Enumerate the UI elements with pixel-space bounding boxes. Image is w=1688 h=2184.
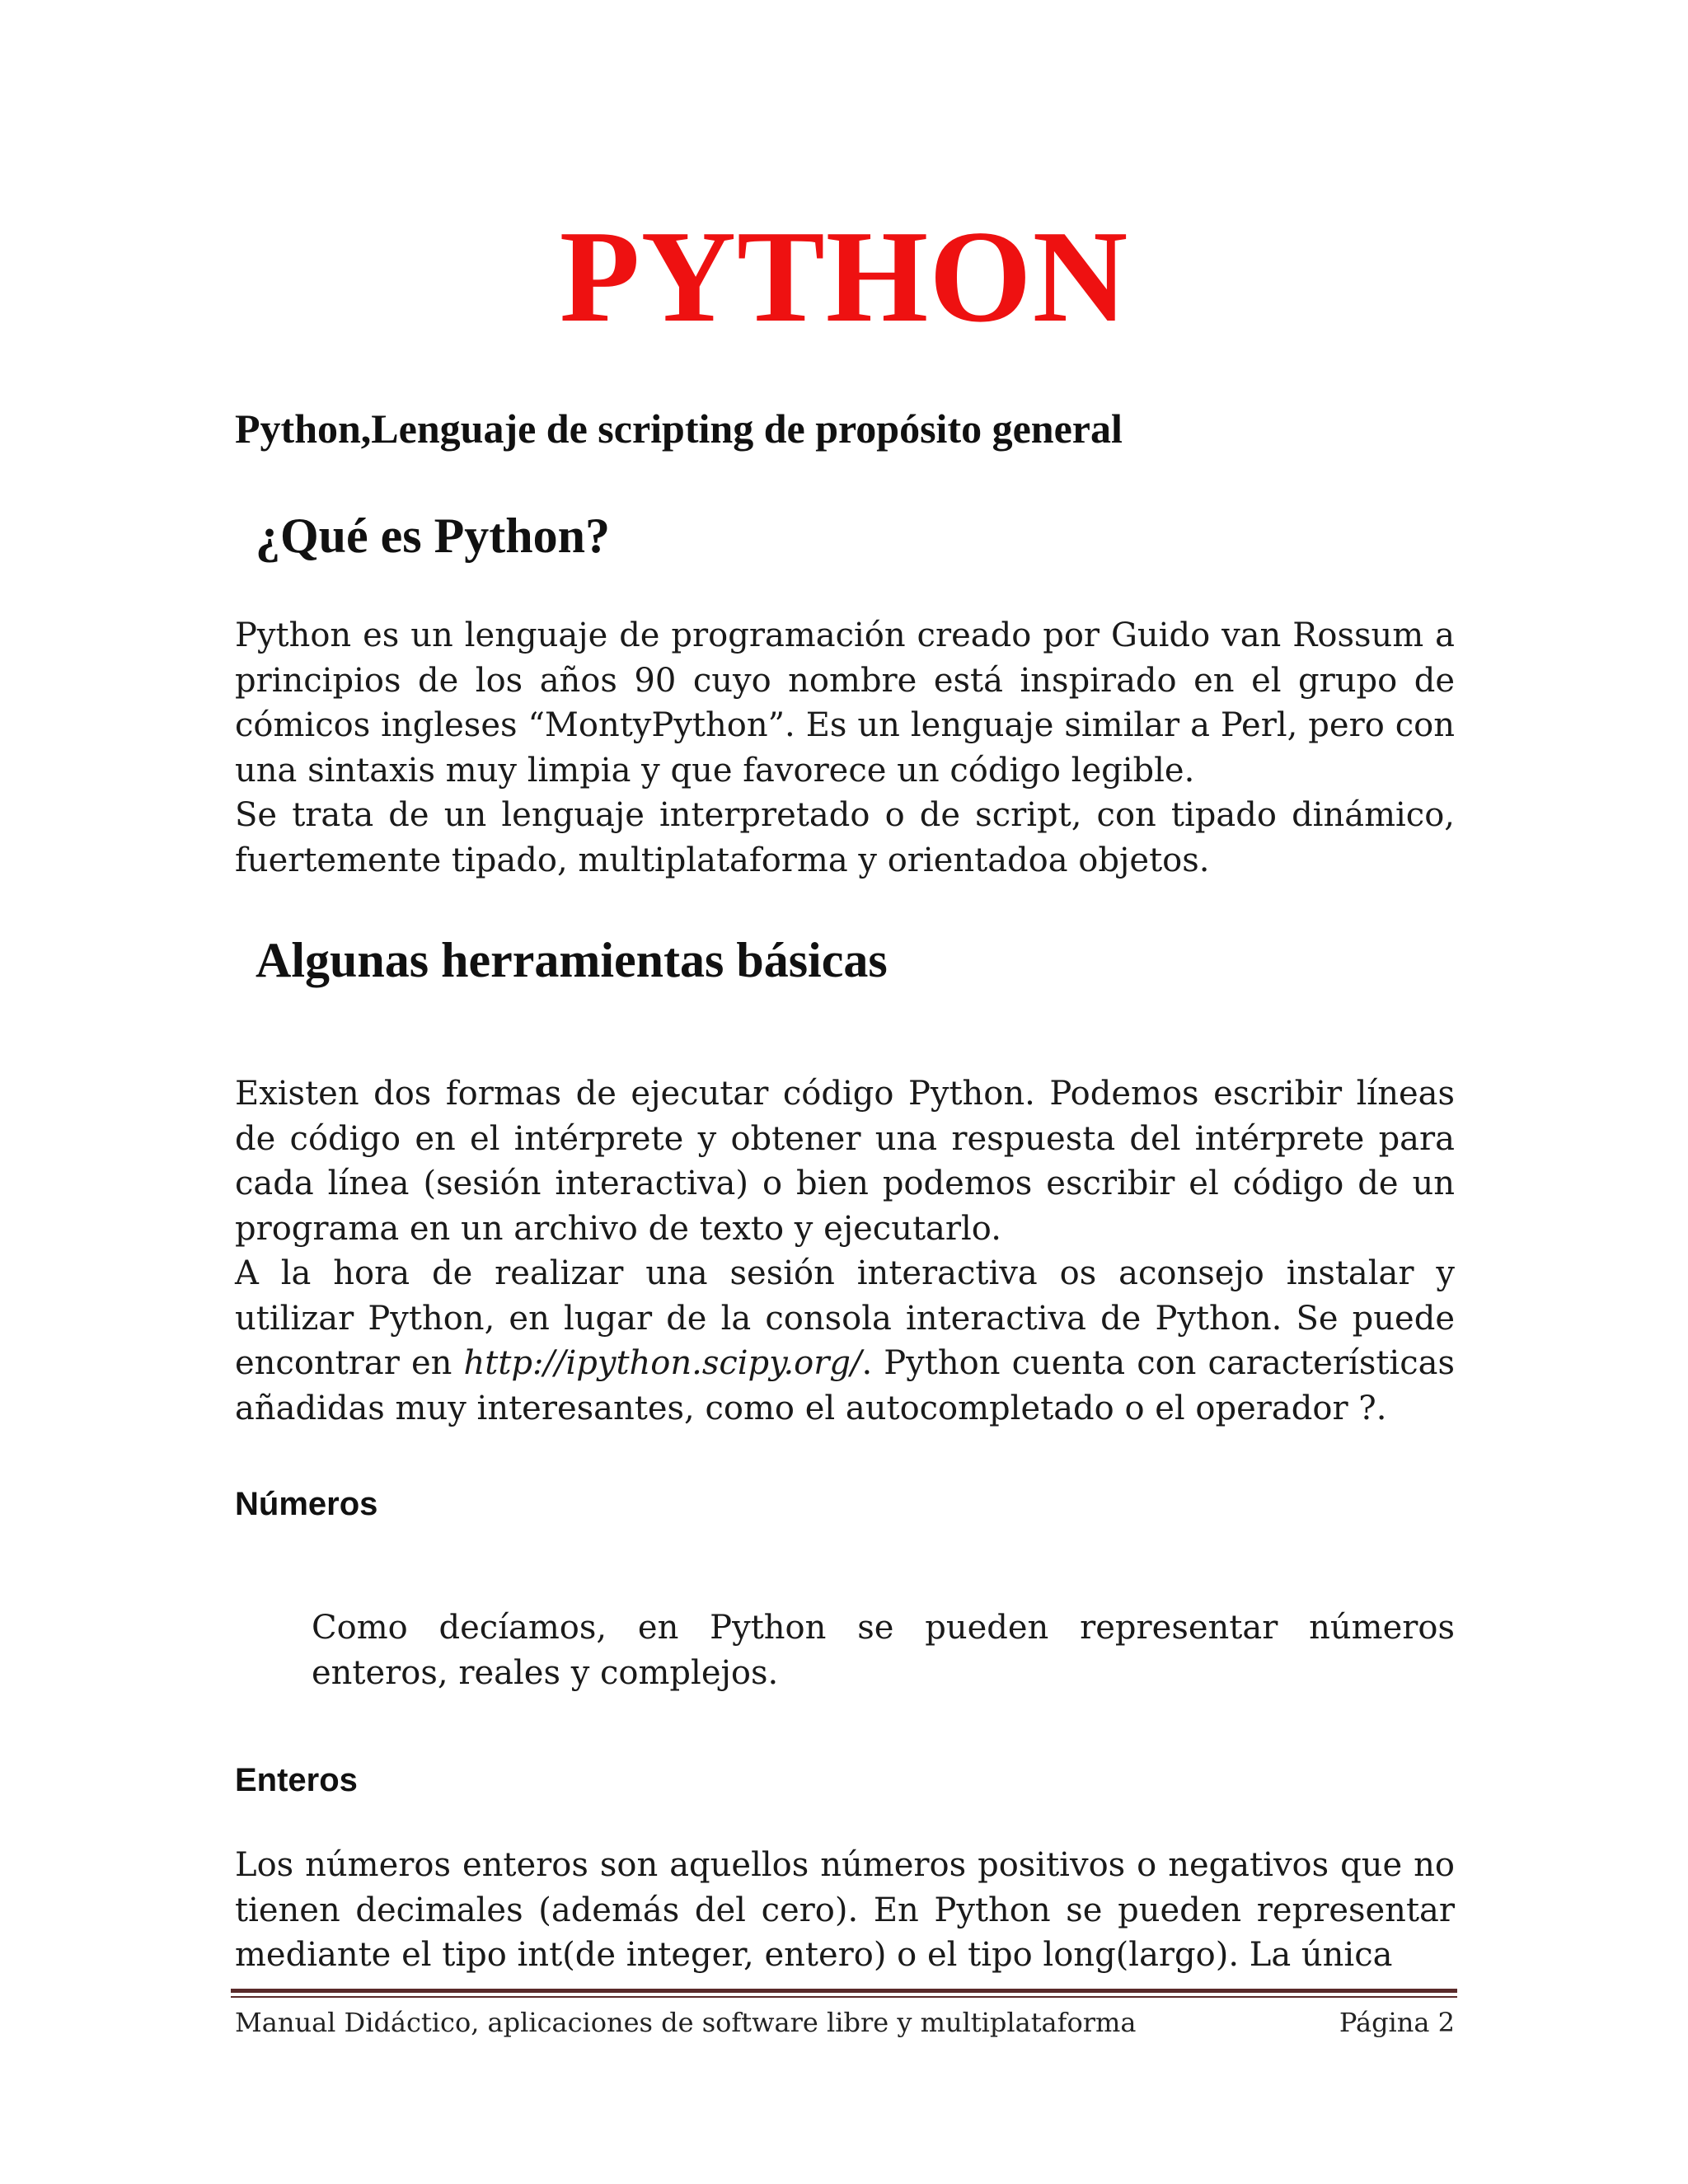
heading-what-is-python: ¿Qué es Python? — [256, 509, 611, 563]
paragraph-integers: Los números enteros son aquellos números positivos o negativos que no tienen decimales (además del cero). En Python se pueden representar mediante el tipo int(de integer, entero) o el tipo long(largo). La única — [235, 1846, 1455, 1974]
heading-integers: Enteros — [235, 1762, 358, 1798]
paragraph-numbers: Como decíamos, en Python se pueden representar números enteros, reales y complejos. — [312, 1609, 1455, 1692]
paragraph-what-1: Python es un lenguaje de programación creado por Guido van Rossum a principios de los años 90 cuyo nombre está inspirado en el grupo de cómicos ingleses “MontyPython”. Es un lenguaje similar a Perl, pero con una sintaxis muy limpia y que favorece un código legible. — [235, 616, 1455, 790]
paragraph-what-2: Se trata de un lenguaje interpretado o de script, con tipado dinámico, fuertemente tipado, multiplataforma y orientadoa objetos. — [235, 796, 1455, 879]
footer-divider-thick — [231, 1989, 1457, 1993]
paragraph-tools-2-start: A la hora de realizar una sesión interactiva os aconsejo instalar y utilizar Python, en lugar de la consola interactiva de Python. Se puede encontrar en — [235, 1254, 1455, 1382]
footer-divider-thin — [231, 1996, 1457, 1998]
section-what-body — [235, 613, 1455, 883]
heading-basic-tools: Algunas herramientas básicas — [256, 933, 888, 987]
footer-document-name: Manual Didáctico, aplicaciones de software libre y multiplataforma — [235, 2007, 1137, 2038]
section-integers-body — [235, 1843, 1455, 1978]
footer-page-number: Página 2 — [1339, 2007, 1455, 2038]
document-title: PYTHON — [559, 203, 1129, 349]
paragraph-tools-1: Existen dos formas de ejecutar código Python. Podemos escribir líneas de código en el intérprete y obtener una respuesta del intérprete para cada línea (sesión interactiva) o bien podemos escribir el código de un programa en un archivo de texto y ejecutarlo. — [235, 1075, 1455, 1248]
section-tools-body — [235, 1071, 1455, 1431]
paragraph-tools-2-end: . Python cuenta con características añadidas muy interesantes, como el autocompletado o el operador ?. — [235, 1344, 1455, 1427]
ipython-link[interactable]: http://ipython.scipy.org/ — [463, 1344, 862, 1382]
paragraph-tools-2 — [235, 1251, 1455, 1431]
heading-numbers: Números — [235, 1486, 378, 1522]
document-subtitle: Python,Lenguaje de scripting de propósito general — [235, 405, 1123, 452]
